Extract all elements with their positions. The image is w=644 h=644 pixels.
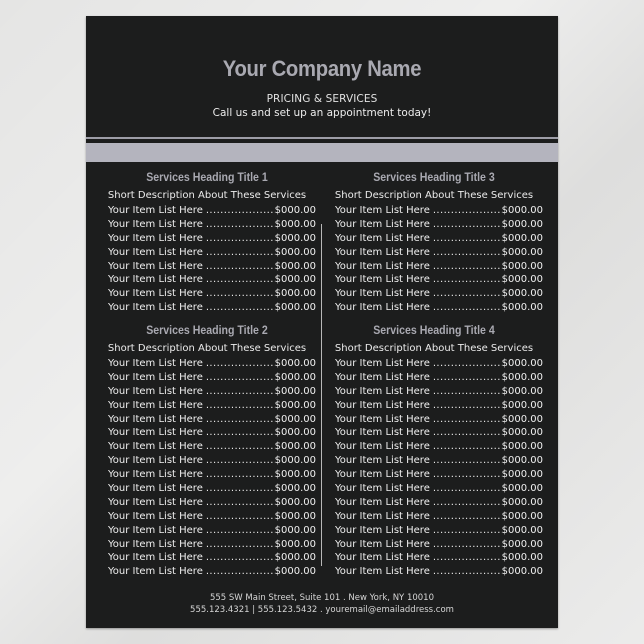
item-name: Your Item List Here xyxy=(108,288,203,300)
tagline: Call us and set up an appointment today! xyxy=(212,107,432,119)
dot-leader xyxy=(430,551,502,565)
services-section-3 xyxy=(321,170,547,315)
price-list-item xyxy=(321,496,547,510)
dot-leader xyxy=(430,385,502,399)
item-price: $000.00 xyxy=(501,399,543,411)
price-list-item xyxy=(94,496,320,510)
pricing-flyer xyxy=(86,16,558,628)
item-name: Your Item List Here xyxy=(335,427,430,439)
price-list-item xyxy=(94,538,320,552)
item-name: Your Item List Here xyxy=(335,246,430,258)
dot-leader xyxy=(203,273,275,287)
item-name: Your Item List Here xyxy=(335,483,430,495)
item-name: Your Item List Here xyxy=(108,510,203,522)
price-list-item xyxy=(321,357,547,371)
item-name: Your Item List Here xyxy=(335,274,430,286)
header-divider-band xyxy=(86,143,558,162)
price-list-item xyxy=(321,232,547,246)
price-list-item xyxy=(94,204,320,218)
price-list-item xyxy=(94,232,320,246)
item-name: Your Item List Here xyxy=(335,371,430,383)
item-price: $000.00 xyxy=(501,288,543,300)
dot-leader xyxy=(203,399,275,413)
item-name: Your Item List Here xyxy=(335,232,430,244)
price-list-item xyxy=(94,287,320,301)
item-name: Your Item List Here xyxy=(108,371,203,383)
item-price: $000.00 xyxy=(501,371,543,383)
price-list-item xyxy=(94,399,320,413)
item-price: $000.00 xyxy=(274,399,316,411)
item-price: $000.00 xyxy=(274,441,316,453)
dot-leader xyxy=(430,440,502,454)
dot-leader xyxy=(203,454,275,468)
dot-leader xyxy=(203,468,275,482)
price-list-item xyxy=(94,357,320,371)
item-price: $000.00 xyxy=(501,218,543,230)
section-description: Short Description About These Services xyxy=(107,343,307,354)
item-price: $000.00 xyxy=(274,385,316,397)
price-list-item xyxy=(94,385,320,399)
section-description: Short Description About These Services xyxy=(107,190,307,201)
price-list-item xyxy=(321,399,547,413)
price-list-item xyxy=(94,371,320,385)
price-list-item xyxy=(94,482,320,496)
item-name: Your Item List Here xyxy=(335,510,430,522)
dot-leader xyxy=(203,301,275,315)
item-price: $000.00 xyxy=(274,205,316,216)
item-price: $000.00 xyxy=(501,260,543,272)
price-list-item xyxy=(321,565,547,579)
price-list-item xyxy=(321,426,547,440)
dot-leader xyxy=(203,426,275,440)
item-price: $000.00 xyxy=(274,260,316,272)
dot-leader xyxy=(430,524,502,538)
section-heading: Services Heading Title 2 xyxy=(146,325,268,337)
item-price: $000.00 xyxy=(501,358,543,369)
item-name: Your Item List Here xyxy=(108,232,203,244)
dot-leader xyxy=(430,260,502,274)
dot-leader xyxy=(430,246,502,260)
item-name: Your Item List Here xyxy=(108,274,203,286)
price-list-item xyxy=(94,260,320,274)
item-name: Your Item List Here xyxy=(108,469,203,481)
item-name: Your Item List Here xyxy=(335,288,430,300)
services-section-4 xyxy=(321,323,547,579)
section-description: Short Description About These Services xyxy=(334,190,534,201)
dot-leader xyxy=(203,413,275,427)
item-name: Your Item List Here xyxy=(108,483,203,495)
price-list-item xyxy=(321,510,547,524)
item-name: Your Item List Here xyxy=(335,413,430,425)
price-list-item xyxy=(321,218,547,232)
dot-leader xyxy=(430,482,502,496)
item-name: Your Item List Here xyxy=(335,260,430,272)
price-list-item xyxy=(94,551,320,565)
item-name: Your Item List Here xyxy=(335,455,430,467)
dot-leader xyxy=(203,371,275,385)
item-name: Your Item List Here xyxy=(108,385,203,397)
price-list-item xyxy=(94,426,320,440)
dot-leader xyxy=(203,204,275,218)
dot-leader xyxy=(430,301,502,315)
price-list-item xyxy=(321,385,547,399)
item-name: Your Item List Here xyxy=(335,552,430,564)
item-name: Your Item List Here xyxy=(335,218,430,230)
item-name: Your Item List Here xyxy=(108,552,203,564)
dot-leader xyxy=(203,496,275,510)
item-name: Your Item List Here xyxy=(335,496,430,508)
item-price: $000.00 xyxy=(274,246,316,258)
dot-leader xyxy=(430,357,502,371)
pricing-services-label: PRICING & SERVICES xyxy=(266,93,378,105)
dot-leader xyxy=(203,565,275,579)
item-price: $000.00 xyxy=(274,524,316,536)
dot-leader xyxy=(203,357,275,371)
item-name: Your Item List Here xyxy=(108,427,203,439)
price-list-item xyxy=(321,468,547,482)
section-description: Short Description About These Services xyxy=(334,343,534,354)
price-list-item xyxy=(321,371,547,385)
item-price: $000.00 xyxy=(501,427,543,439)
item-price: $000.00 xyxy=(501,246,543,258)
item-name: Your Item List Here xyxy=(108,260,203,272)
price-list-item xyxy=(321,538,547,552)
price-list-item xyxy=(321,301,547,315)
item-price: $000.00 xyxy=(501,274,543,286)
dot-leader xyxy=(430,413,502,427)
dot-leader xyxy=(430,218,502,232)
item-name: Your Item List Here xyxy=(335,566,430,578)
item-price: $000.00 xyxy=(274,538,316,550)
price-list-item xyxy=(321,246,547,260)
item-price: $000.00 xyxy=(274,274,316,286)
dot-leader xyxy=(203,232,275,246)
item-name: Your Item List Here xyxy=(335,358,430,369)
dot-leader xyxy=(203,510,275,524)
services-section-2 xyxy=(94,323,320,579)
dot-leader xyxy=(203,260,275,274)
item-name: Your Item List Here xyxy=(108,496,203,508)
item-name: Your Item List Here xyxy=(108,302,203,314)
price-list-item xyxy=(321,440,547,454)
item-name: Your Item List Here xyxy=(335,441,430,453)
price-list-item xyxy=(321,273,547,287)
dot-leader xyxy=(430,468,502,482)
item-price: $000.00 xyxy=(274,232,316,244)
price-list-item xyxy=(321,524,547,538)
dot-leader xyxy=(430,565,502,579)
dot-leader xyxy=(203,385,275,399)
item-name: Your Item List Here xyxy=(108,358,203,369)
item-name: Your Item List Here xyxy=(108,399,203,411)
item-price: $000.00 xyxy=(274,218,316,230)
price-list-item xyxy=(94,524,320,538)
footer-address: 555 SW Main Street, Suite 101 . New York, NY 10010 xyxy=(209,593,434,603)
item-price: $000.00 xyxy=(501,510,543,522)
item-price: $000.00 xyxy=(501,232,543,244)
dot-leader xyxy=(203,287,275,301)
item-price: $000.00 xyxy=(274,469,316,481)
price-list-item xyxy=(321,551,547,565)
item-price: $000.00 xyxy=(501,538,543,550)
item-price: $000.00 xyxy=(501,441,543,453)
dot-leader xyxy=(203,482,275,496)
item-name: Your Item List Here xyxy=(108,246,203,258)
dot-leader xyxy=(430,426,502,440)
dot-leader xyxy=(203,538,275,552)
item-price: $000.00 xyxy=(501,205,543,216)
item-name: Your Item List Here xyxy=(335,469,430,481)
dot-leader xyxy=(430,496,502,510)
dot-leader xyxy=(203,246,275,260)
price-list-item xyxy=(321,482,547,496)
price-list-item xyxy=(94,468,320,482)
section-heading: Services Heading Title 3 xyxy=(373,172,495,184)
dot-leader xyxy=(203,524,275,538)
price-list-item xyxy=(321,204,547,218)
item-name: Your Item List Here xyxy=(108,538,203,550)
item-price: $000.00 xyxy=(274,371,316,383)
item-price: $000.00 xyxy=(274,413,316,425)
item-price: $000.00 xyxy=(274,552,316,564)
item-price: $000.00 xyxy=(501,524,543,536)
item-price: $000.00 xyxy=(274,510,316,522)
item-price: $000.00 xyxy=(274,288,316,300)
price-list-item xyxy=(321,413,547,427)
dot-leader xyxy=(430,204,502,218)
dot-leader xyxy=(430,287,502,301)
price-list-item xyxy=(94,273,320,287)
item-name: Your Item List Here xyxy=(108,566,203,578)
item-price: $000.00 xyxy=(274,302,316,314)
item-price: $000.00 xyxy=(501,302,543,314)
dot-leader xyxy=(430,399,502,413)
header-divider-thin xyxy=(86,137,558,139)
dot-leader xyxy=(430,232,502,246)
price-list-item xyxy=(321,287,547,301)
item-price: $000.00 xyxy=(501,552,543,564)
item-name: Your Item List Here xyxy=(108,205,203,216)
dot-leader xyxy=(430,273,502,287)
item-price: $000.00 xyxy=(501,385,543,397)
item-name: Your Item List Here xyxy=(335,524,430,536)
item-price: $000.00 xyxy=(274,427,316,439)
item-name: Your Item List Here xyxy=(335,399,430,411)
price-list-item xyxy=(321,260,547,274)
section-heading: Services Heading Title 4 xyxy=(373,325,495,337)
item-price: $000.00 xyxy=(274,566,316,578)
price-list-item xyxy=(94,301,320,315)
price-list-item xyxy=(94,413,320,427)
item-price: $000.00 xyxy=(274,358,316,369)
price-list-item xyxy=(94,510,320,524)
item-name: Your Item List Here xyxy=(108,218,203,230)
item-price: $000.00 xyxy=(501,413,543,425)
item-name: Your Item List Here xyxy=(108,524,203,536)
item-price: $000.00 xyxy=(501,483,543,495)
item-name: Your Item List Here xyxy=(335,385,430,397)
footer-contact: 555.123.4321 | 555.123.5432 . youremail@emailaddress.com xyxy=(190,605,454,615)
dot-leader xyxy=(203,551,275,565)
item-price: $000.00 xyxy=(274,496,316,508)
item-name: Your Item List Here xyxy=(335,205,430,216)
dot-leader xyxy=(430,454,502,468)
price-list-item xyxy=(94,218,320,232)
item-name: Your Item List Here xyxy=(108,413,203,425)
item-price: $000.00 xyxy=(501,566,543,578)
dot-leader xyxy=(203,440,275,454)
item-name: Your Item List Here xyxy=(108,455,203,467)
item-price: $000.00 xyxy=(274,455,316,467)
price-list-item xyxy=(94,454,320,468)
services-section-1 xyxy=(94,170,320,315)
price-list-item xyxy=(94,440,320,454)
price-list-item xyxy=(321,454,547,468)
item-price: $000.00 xyxy=(501,469,543,481)
dot-leader xyxy=(430,371,502,385)
price-list-item xyxy=(94,246,320,260)
item-price: $000.00 xyxy=(274,483,316,495)
company-name: Your Company Name xyxy=(222,56,422,81)
price-list-item xyxy=(94,565,320,579)
item-name: Your Item List Here xyxy=(108,441,203,453)
dot-leader xyxy=(430,538,502,552)
item-name: Your Item List Here xyxy=(335,302,430,314)
section-heading: Services Heading Title 1 xyxy=(146,172,268,184)
item-price: $000.00 xyxy=(501,455,543,467)
item-name: Your Item List Here xyxy=(335,538,430,550)
item-price: $000.00 xyxy=(501,496,543,508)
dot-leader xyxy=(430,510,502,524)
dot-leader xyxy=(203,218,275,232)
